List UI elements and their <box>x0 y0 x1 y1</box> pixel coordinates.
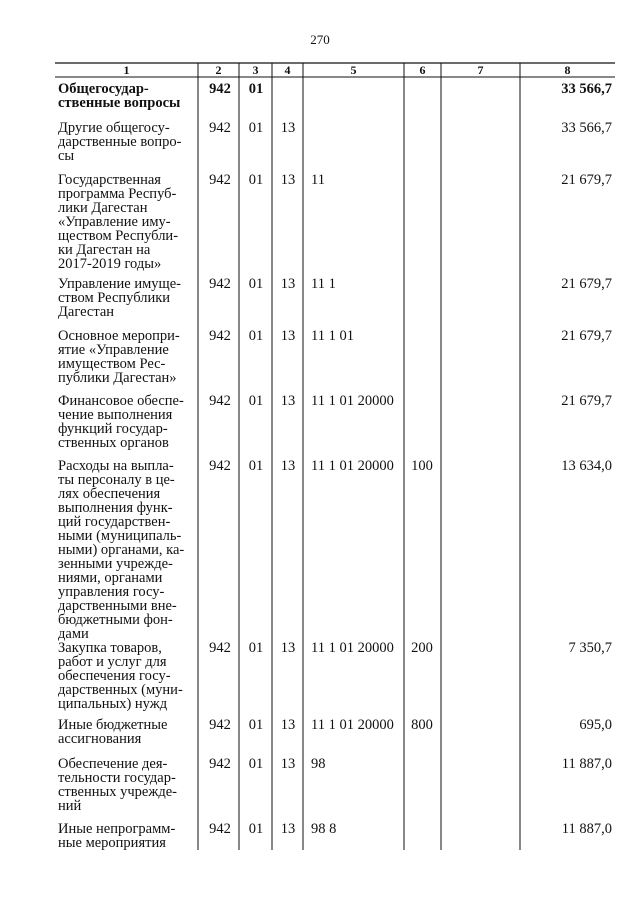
row-amount: 21 679,7 <box>561 328 612 344</box>
row-code-2: 942 <box>209 458 231 474</box>
header-col-5: 5 <box>350 63 357 77</box>
row-code-2: 942 <box>209 120 231 136</box>
row-amount: 21 679,7 <box>561 276 612 292</box>
row-code-5: 11 1 01 20000 <box>311 717 394 733</box>
row-code-2: 942 <box>209 640 231 656</box>
row-code-6: 200 <box>411 640 433 656</box>
header-col-8: 8 <box>564 63 571 77</box>
row-code-3: 01 <box>248 328 264 344</box>
row-code-6: 800 <box>411 717 433 733</box>
header-col-1: 1 <box>123 63 130 77</box>
row-amount: 13 634,0 <box>561 458 612 474</box>
page-number: 270 <box>310 32 330 47</box>
row-name: Общегосудар- ственные вопросы <box>58 81 181 111</box>
row-code-2: 942 <box>209 172 231 188</box>
header-col-7: 7 <box>477 63 484 77</box>
row-name: Управление имуще- ством Республики Дагестан <box>58 276 181 320</box>
row-amount: 11 887,0 <box>561 821 612 837</box>
row-name: Основное меропри- ятие «Управление имуществом Рес- публики Дагестан» <box>58 328 180 386</box>
row-name: Государственная программа Респуб- лики Дагестан «Управление иму- ществом Республи- ки Дагестан на 2017-2019 годы» <box>58 172 179 272</box>
row-code-4: 13 <box>280 640 296 656</box>
row-code-6: 100 <box>411 458 433 474</box>
row-code-5: 11 <box>311 172 325 188</box>
header-col-4: 4 <box>284 63 291 77</box>
row-code-3: 01 <box>248 276 264 292</box>
row-code-3: 01 <box>248 172 264 188</box>
row-name: Расходы на выпла- ты персоналу в це- лях обеспечения выполнения функ- ций государствен- ными (муниципаль- ными) органами, ка- зенными учрежде- ниями, органами управления госу- дарственными вне- бюджетными фон- дами <box>58 458 185 642</box>
row-code-2: 942 <box>209 717 231 733</box>
row-code-4: 13 <box>280 821 296 837</box>
row-code-3: 01 <box>248 717 264 733</box>
row-code-3: 01 <box>248 640 264 656</box>
row-code-2: 942 <box>209 756 231 772</box>
row-name: Закупка товаров, работ и услуг для обеспечения госу- дарственных (муни- ципальных) нужд <box>58 640 183 712</box>
row-amount: 11 887,0 <box>561 756 612 772</box>
row-code-4: 13 <box>280 328 296 344</box>
row-amount: 33 566,7 <box>561 81 612 97</box>
row-code-5: 98 8 <box>311 821 337 837</box>
row-name: Другие общегосу- дарственные вопро- сы <box>58 120 182 164</box>
row-code-4: 13 <box>280 756 296 772</box>
row-name: Иные непрограмм- ные мероприятия <box>58 821 176 851</box>
row-code-4: 13 <box>280 172 296 188</box>
row-code-5: 11 1 01 20000 <box>311 458 394 474</box>
row-code-4: 13 <box>280 458 296 474</box>
row-amount: 21 679,7 <box>561 393 612 409</box>
row-code-4: 13 <box>280 393 296 409</box>
row-code-3: 01 <box>248 756 264 772</box>
row-code-2: 942 <box>209 81 231 97</box>
row-amount: 21 679,7 <box>561 172 612 188</box>
row-code-5: 11 1 01 20000 <box>311 640 394 656</box>
row-name: Финансовое обеспе- чение выполнения функций государ- ственных органов <box>58 393 184 451</box>
row-code-3: 01 <box>248 120 264 136</box>
row-code-2: 942 <box>209 393 231 409</box>
row-code-4: 13 <box>280 717 296 733</box>
row-code-5: 11 1 01 <box>311 328 354 344</box>
row-amount: 695,0 <box>579 717 612 733</box>
row-code-4: 13 <box>280 276 296 292</box>
row-code-5: 11 1 01 20000 <box>311 393 394 409</box>
header-col-2: 2 <box>215 63 222 77</box>
row-code-2: 942 <box>209 328 231 344</box>
row-amount: 7 350,7 <box>568 640 612 656</box>
row-code-4: 13 <box>280 120 296 136</box>
row-code-5: 11 1 <box>311 276 336 292</box>
row-code-3: 01 <box>248 458 264 474</box>
row-name: Иные бюджетные ассигнования <box>58 717 168 747</box>
header-col-3: 3 <box>252 63 259 77</box>
row-code-3: 01 <box>248 81 264 97</box>
row-name: Обеспечение дея- тельности государ- ственных учрежде- ний <box>58 756 177 814</box>
row-code-3: 01 <box>248 821 264 837</box>
row-code-5: 98 <box>311 756 326 772</box>
row-amount: 33 566,7 <box>561 120 612 136</box>
row-code-3: 01 <box>248 393 264 409</box>
row-code-2: 942 <box>209 821 231 837</box>
header-col-6: 6 <box>419 63 426 77</box>
row-code-2: 942 <box>209 276 231 292</box>
